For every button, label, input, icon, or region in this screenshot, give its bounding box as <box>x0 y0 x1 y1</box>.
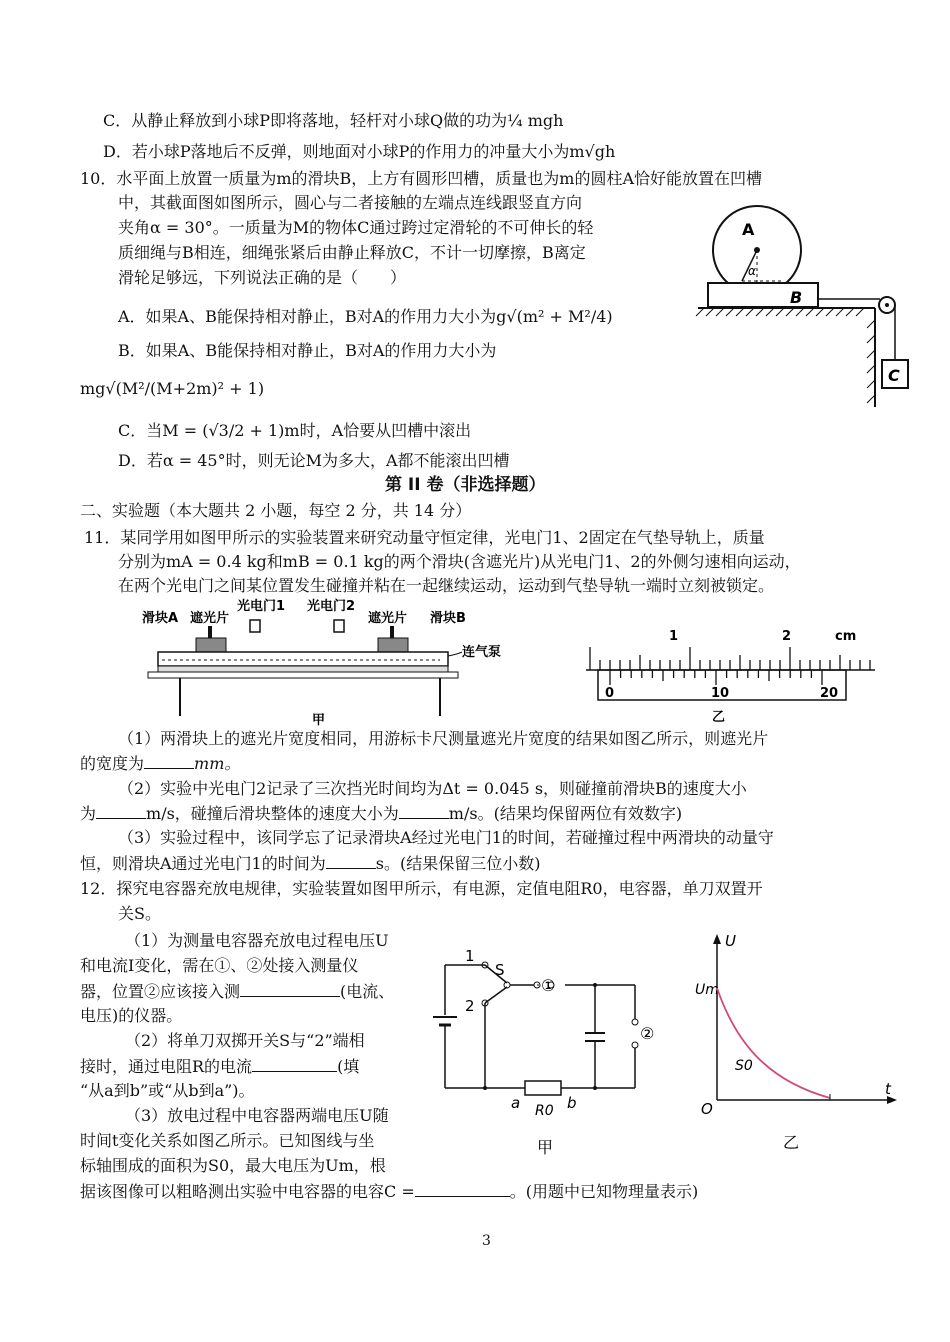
q10-option-a: A．如果A、B能保持相对静止，B对A的作用力大小为g√(m² + M²/4) <box>118 307 613 326</box>
q12-part2-line2: 接时，通过电阻R的电流 (填 <box>80 1057 360 1076</box>
main-tick-2: 2 <box>782 629 792 644</box>
s0-label: S0 <box>735 1058 753 1074</box>
q11-part3-line2: 恒，则滑块A通过光电门1的时间为 s。(结果保留三位小数) <box>80 854 541 873</box>
q11-part3-line1: （3）实验过程中，该同学忘了记录滑块A经过光电门1的时间，若碰撞过程中两滑块的动量守 <box>118 828 774 847</box>
resistor-r0 <box>525 1081 561 1095</box>
answer-blank-width[interactable] <box>144 752 194 769</box>
label-slider-b: 滑块B <box>430 611 466 626</box>
q11-stem-line1: 11．某同学用如图甲所示的实验装置来研究动量守恒定律，光电门1、2固定在气垫导轨上，质量 <box>84 528 765 547</box>
q12-part3-line1: （3）放电过程中电容器两端电压U随 <box>125 1106 389 1125</box>
q12-part1-line4: 电压)的仪器。 <box>80 1006 183 1025</box>
q10-option-b-formula: mg√(M²/(M+2m)² + 1) <box>80 379 265 398</box>
main-tick-1: 1 <box>669 629 679 644</box>
meter-2: ② <box>640 1024 655 1043</box>
slider-a <box>196 638 226 652</box>
q12-part3-line2: 时间t变化关系如图乙所示。已知图线与坐 <box>80 1131 375 1150</box>
q10-stem-line3: 夹角α = 30°。一质量为M的物体C通过跨过定滑轮的不可伸长的轻 <box>118 218 594 237</box>
q10-stem-line5: 滑轮足够远，下列说法正确的是（ ） <box>118 268 407 287</box>
label-slider-a: 滑块A <box>142 611 179 626</box>
label-gate2: 光电门2 <box>307 599 356 614</box>
q12-part2-line1: （2）将单刀双掷开关S与“2”端相 <box>125 1031 365 1050</box>
label-a: A <box>742 220 755 239</box>
part2-heading: 二、实验题（本大题共 2 小题，每空 2 分，共 14 分） <box>80 501 472 520</box>
answer-blank-time[interactable] <box>326 852 376 869</box>
label-a: a <box>511 1094 521 1112</box>
answer-blank-v-after[interactable] <box>399 802 449 819</box>
vernier-tick-0: 0 <box>605 686 615 701</box>
x-axis-label: t <box>885 1080 891 1098</box>
q10-stem-line4: 质细绳与B相连，细绳张紧后由静止释放C，不计一切摩擦，B离定 <box>118 243 586 262</box>
q12-part2-line3: “从a到b”或“从b到a”)。 <box>80 1081 255 1100</box>
label-alpha: α <box>748 264 756 278</box>
q12-stem-line1: 12．探究电容器充放电规律，实验装置如图甲所示，有电源，定值电阻R0，电容器，单刀双置开 <box>80 879 763 898</box>
unit-cm: cm <box>835 629 857 644</box>
q10-option-c: C．当M = (√3/2 + 1)m时，A恰要从凹槽中滚出 <box>118 421 472 440</box>
q12-stem-line2: 关S。 <box>118 904 161 923</box>
q12-part3-line3: 标轴围成的面积为S0，最大电压为Um，根 <box>80 1156 386 1175</box>
circuit-figure <box>425 935 675 1160</box>
label-shade-a: 遮光片 <box>190 611 230 626</box>
q10-stem-line2: 中，其截面图如图所示，圆心与二者接触的左端点连线跟竖直方向 <box>118 193 583 212</box>
q12-part1-line2: 和电流I变化，需在①、②处接入测量仪 <box>80 956 359 975</box>
q10-option-d: D．若α = 45°时，则无论M为多大，A都不能滚出凹槽 <box>118 451 510 470</box>
um-label: Um <box>695 982 719 998</box>
meter-1: ① <box>541 976 556 995</box>
q9-option-c: C．从静止释放到小球P即将落地，轻杆对小球Q做的功为¼ mgh <box>103 111 564 130</box>
answer-blank-instrument[interactable] <box>240 980 340 997</box>
label-node1: 1 <box>465 947 475 965</box>
vernier-tick-20: 20 <box>820 686 839 701</box>
label-node2: 2 <box>465 997 475 1015</box>
label-c: C <box>888 366 900 385</box>
air-track-figure <box>140 598 525 728</box>
q10-option-b: B．如果A、B能保持相对静止，B对A的作用力大小为 <box>118 341 497 360</box>
q9-option-d: D．若小球P落地后不反弹，则地面对小球P的作用力的冲量大小为m√gh <box>103 142 616 161</box>
label-b: b <box>567 1094 577 1112</box>
answer-blank-direction[interactable] <box>252 1055 337 1072</box>
vernier-tick-10: 10 <box>711 686 730 701</box>
q11-part2-line2: 为 m/s，碰撞后滑块整体的速度大小为 m/s。(结果均保留两位有效数字) <box>80 804 683 823</box>
part2-title: 第 II 卷（非选择题） <box>385 475 546 495</box>
q11-part1-line1: （1）两滑块上的遮光片宽度相同，用游标卡尺测量遮光片宽度的结果如图乙所示，则遮光片 <box>118 729 769 748</box>
discharge-graph <box>695 930 905 1160</box>
q10-figure <box>690 195 915 410</box>
label-b: B <box>790 288 803 307</box>
origin-label: O <box>701 1100 713 1118</box>
q12-part3-line4: 据该图像可以粗略测出实验中电容器的电容C = 。(用题中已知物理量表示) <box>80 1182 699 1201</box>
label-pump: 连气泵 <box>462 645 502 660</box>
q10-stem-line1: 10．水平面上放置一质量为m的滑块B，上方有圆形凹槽，质量也为m的圆柱A恰好能放置在凹槽 <box>80 169 763 188</box>
label-r0: R0 <box>535 1103 554 1119</box>
y-axis-label: U <box>725 932 736 950</box>
q11-part1-line2: 的宽度为 mm。 <box>80 754 241 773</box>
slider-b <box>378 638 408 652</box>
q11-stem-line2: 分别为mA = 0.4 kg和mB = 0.1 kg的两个滑块(含遮光片)从光电门1、2的外侧匀速相向运动， <box>118 552 801 571</box>
q11-part2-line1: （2）实验中光电门2记录了三次挡光时间均为Δt = 0.045 s，则碰撞前滑块B的速度大小 <box>118 779 747 798</box>
label-shade-b: 遮光片 <box>368 611 408 626</box>
answer-blank-capacitance[interactable] <box>415 1180 510 1197</box>
label-switch: S <box>495 961 505 979</box>
caption-jia: 甲 <box>312 713 326 728</box>
page-number: 3 <box>482 1233 491 1249</box>
discharge-curve <box>717 988 830 1098</box>
answer-blank-vb[interactable] <box>96 802 146 819</box>
q12-part1-line3: 器，位置②应该接入测 (电流、 <box>80 982 395 1001</box>
q11-stem-line3: 在两个光电门之间某位置发生碰撞并粘在一起继续运动，运动到气垫导轨一端时立刻被锁定。 <box>118 576 775 595</box>
vernier-figure <box>580 625 880 725</box>
label-gate1: 光电门1 <box>237 599 286 614</box>
caption-yi: 乙 <box>712 710 726 725</box>
q12-part1-line1: （1）为测量电容器充放电过程电压U <box>125 931 389 950</box>
caption-circuit: 甲 <box>537 1138 554 1157</box>
caption-graph: 乙 <box>783 1133 800 1152</box>
